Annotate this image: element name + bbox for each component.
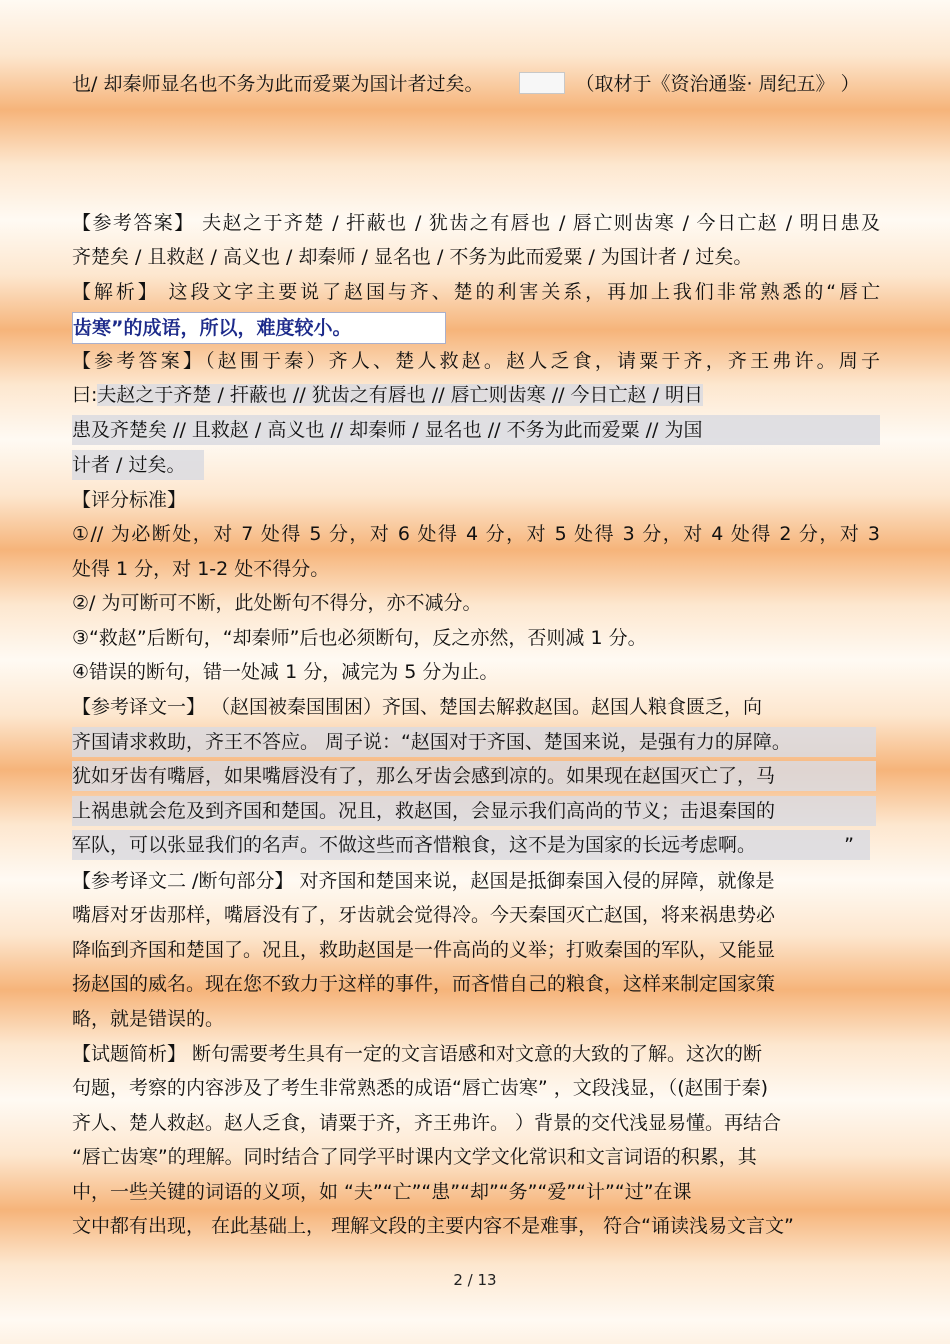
highlighted-translation-line: 齐国请求救助，齐王不答应。 周子说：“赵国对于齐国、楚国来说，是强有力的屏障。 [72,727,876,757]
answer-line: 齐楚矣 / 且救赵 / 高义也 / 却秦师 / 显名也 / 不务为此而爱粟 / 为国计者 / 过矣。 [72,246,753,268]
answer-line: 【参考答案】 夫赵之于齐楚 / 扞蔽也 / 犹齿之有唇也 / 唇亡则齿寒 / 今日亡赵 / 明日患及 [72,212,880,234]
source-text: 也/ 却秦师显名也不务为此而爱粟为国计者过矣。 [72,73,484,95]
brief-analysis-line: 句题，考察的内容涉及了考生非常熟悉的成语“唇亡齿寒” ，文段浅显，（(赵围于秦) [72,1077,769,1099]
highlighted-translation-line: 犹如牙齿有嘴唇，如果嘴唇没有了，那么牙齿会感到凉的。如果现在赵国灭亡了，马 [72,761,876,791]
scoring-line: ①// 为必断处，对 7 处得 5 分，对 6 处得 4 分，对 5 处得 3 分，对 4 处得 2 分，对 3 [72,523,880,545]
brief-analysis-line: “唇亡齿寒”的理解。同时结合了同学平时课内文学文化常识和文言词语的积累，其 [72,1146,757,1168]
highlighted-text-box: 齿寒”的成语，所以，难度较小。 [72,312,446,344]
answer-line: 【参考答案】（赵围于秦）齐人、楚人救赵。赵人乏食，请粟于齐，齐王弗许。周子 [72,350,880,372]
page-number: 2 / 13 [453,1271,497,1289]
translation-two-line: 【参考译文二 /断句部分】 对齐国和楚国来说，赵国是抵御秦国入侵的屏障，就像是 [72,870,775,892]
brief-analysis-line: 【试题简析】 断句需要考生具有一定的文言语感和对文意的大致的了解。这次的断 [72,1043,763,1065]
brief-analysis-line: 中，一些关键的词语的义项，如 “夫”“亡”“患”“却”“务”“爱”“计”“过”在课 [72,1181,692,1203]
translation-text: 军队，可以张显我们的名声。不做这些而吝惜粮食，这不是为国家的长远考虑啊。 [72,834,757,856]
scoring-line: ④错误的断句，错一处减 1 分，减完为 5 分为止。 [72,661,499,683]
closing-quote: ” [844,834,854,856]
scoring-heading: 【评分标准】 [72,489,187,511]
scoring-line: 处得 1 分，对 1-2 处不得分。 [72,558,330,580]
analysis-line: 【解析】 这段文字主要说了赵国与齐、楚的利害关系，再加上我们非常熟悉的“唇亡 [72,281,880,303]
highlighted-segment: 夫赵之于齐楚 / 扞蔽也 // 犹齿之有唇也 // 唇亡则齿寒 // 今日亡赵 / 明日 [97,384,704,406]
translation-two-line: 扬赵国的威名。现在您不致力于这样的事件，而吝惜自己的粮食，这样来制定国家策 [72,973,776,995]
highlighted-translation-line [72,830,870,860]
blank-field [519,72,565,94]
scoring-line: ②/ 为可断可不断，此处断句不得分，亦不减分。 [72,592,482,614]
text-line-source [72,69,880,99]
scoring-line: ③“救赵”后断句，“却秦师”后也必须断句，反之亦然，否则减 1 分。 [72,627,647,649]
translation-two-line: 嘴唇对牙齿那样，嘴唇没有了，牙齿就会觉得冷。今天秦国灭亡赵国，将来祸患势必 [72,904,776,926]
brief-analysis-line: 齐人、楚人救赵。赵人乏食，请粟于齐，齐王弗许。 ）背景的交代浅显易懂。再结合 [72,1112,782,1134]
answer-prefix: 曰: [72,384,98,406]
highlighted-answer-line: 患及齐楚矣 // 且救赵 / 高义也 // 却秦师 / 显名也 // 不务为此而爱粟 // 为国 [72,415,880,445]
translation-two-line: 降临到齐国和楚国了。况且，救助赵国是一件高尚的义举；打败秦国的军队，又能显 [72,939,776,961]
highlighted-answer-line: 计者 / 过矣。 [72,450,204,480]
source-citation: （取材于《资治通鉴· 周纪五》 ） [575,73,860,95]
highlighted-translation-line: 上祸患就会危及到齐国和楚国。况且，救赵国，会显示我们高尚的节义；击退秦国的 [72,796,876,826]
brief-analysis-line: 文中都有出现， 在此基础上， 理解文段的主要内容不是难事， 符合“诵读浅易文言文” [72,1215,794,1237]
answer-line [72,380,880,410]
translation-one-line: 【参考译文一】 （赵国被秦国围困）齐国、楚国去解救赵国。赵国人粮食匮乏，向 [72,696,763,718]
translation-two-line: 略，就是错误的。 [72,1008,225,1030]
